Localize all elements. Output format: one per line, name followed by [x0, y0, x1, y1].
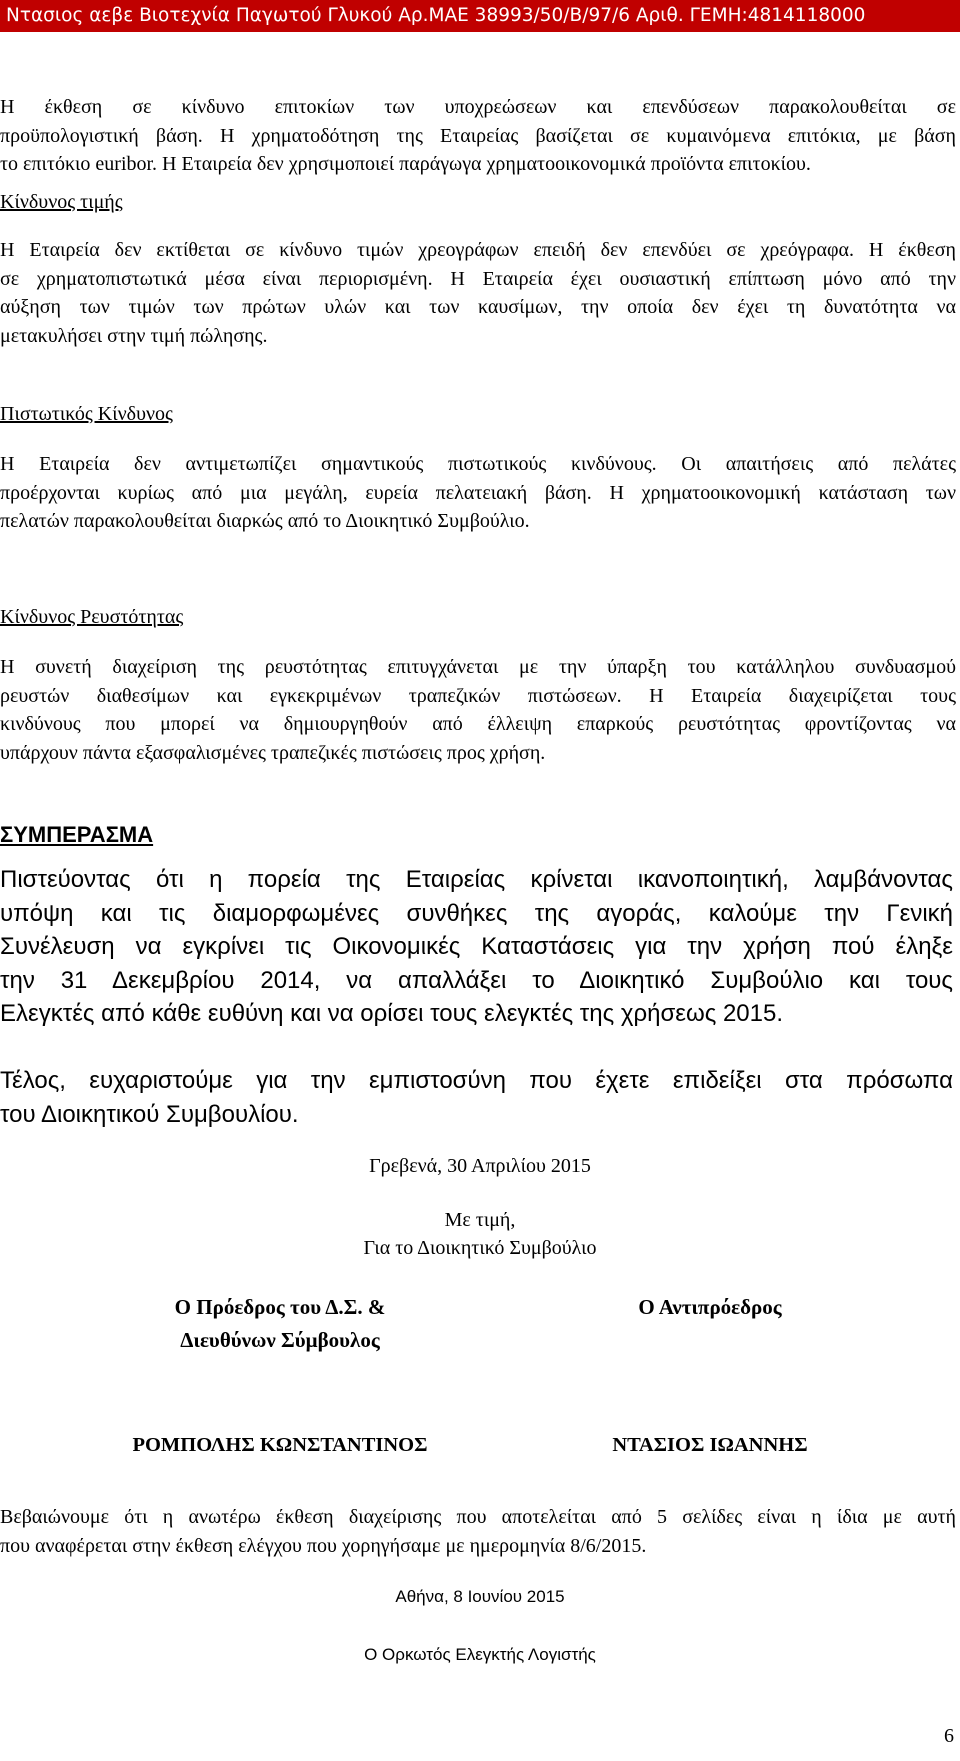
header-company-info: Ντασιος αεβε Βιοτεχνία Παγωτού Γλυκού Αρ.ΜΑΕ 38993/50/Β/97/6 Αριθ. ΓΕΜΗ:4814118000 [6, 5, 866, 26]
paragraph-line: προέρχονται κυρίως από μια μεγάλη, ευρεία πελατειακή βάση. Η χρηματοοικονομική κατάσταση των [0, 481, 956, 504]
liquidity-risk-paragraph [0, 653, 956, 767]
paragraph-line: Η συνετή διαχείριση της ρευστότητας επιτυγχάνεται με την ύπαρξη του κατάλληλου συνδυασμού [0, 656, 956, 678]
price-risk-paragraph [0, 236, 956, 350]
thanks-paragraph [0, 1064, 953, 1131]
paragraph-line: την 31 Δεκεμβρίου 2014, να απαλλάξει το Διοικητικό Συμβούλιο και τους [0, 966, 953, 994]
credit-risk-heading: Πιστωτικός Κίνδυνος [0, 403, 173, 425]
paragraph-line: αύξηση των τιμών των πρώτων υλών και των καυσίμων, την οποία δεν έχει τη δυνατότητα να [0, 296, 956, 318]
president-title-line2: Διευθύνων Σύμβουλος [180, 1328, 380, 1352]
paragraph-line: το επιτόκιο euribor. Η Εταιρεία δεν χρησιμοποιεί παράγωγα χρηματοοικονομικά προϊόντα επιτοκίου. [0, 153, 811, 175]
president-title-line1: Ο Πρόεδρος του Δ.Σ. & [174, 1295, 386, 1319]
certification-place-date: Αθήνα, 8 Ιουνίου 2015 [395, 1587, 565, 1606]
paragraph-line: Συνέλευση να εγκρίνει τις Οικονομικές Καταστάσεις για την χρήση πού έληξε [0, 933, 953, 960]
paragraph-line: υπόψη και τις διαμορφωμένες συνθήκες της αγοράς, καλούμε την Γενική [0, 899, 953, 927]
interest-risk-paragraph [0, 93, 956, 179]
paragraph-line: πελατών παρακολουθείται διαρκώς από το Διοικητικό Συμβούλιο. [0, 510, 530, 532]
paragraph-line: ρευστών διαθεσίμων και εγκεκριμένων τραπεζικών πιστώσεων. Η Εταιρεία διαχειρίζεται τους [0, 684, 956, 707]
certification-paragraph [0, 1503, 956, 1560]
paragraph-line: Η Εταιρεία δεν αντιμετωπίζει σημαντικούς πιστωτικούς κινδύνους. Οι απαιτήσεις από πελάτες [0, 453, 956, 475]
conclusion-title: ΣΥΜΠΕΡΑΣΜΑ [0, 822, 154, 847]
paragraph-line: του Διοικητικού Συμβουλίου. [0, 1100, 299, 1128]
paragraph-line: Βεβαιώνουμε ότι η ανωτέρω έκθεση διαχείρισης που αποτελείται από 5 σελίδες είναι η ίδια με αυτή [0, 1506, 956, 1528]
president-name: ΡΟΜΠΟΛΗΣ ΚΩΝΣΤΑΝΤΙΝΟΣ [132, 1434, 428, 1456]
auditor-title: Ο Ορκωτός Ελεγκτής Λογιστής [364, 1645, 596, 1664]
paragraph-line: μετακυλήσει στην τιμή πώλησης. [0, 324, 268, 347]
paragraph-line: Τέλος, ευχαριστούμε για την εμπιστοσύνη που έχετε επιδείξει στα πρόσωπα [0, 1067, 953, 1094]
page-number: 6 [944, 1725, 954, 1747]
vice-president-name: ΝΤΑΣΙΟΣ ΙΩΑΝΝΗΣ [612, 1434, 808, 1456]
signoff-place-date: Γρεβενά, 30 Απριλίου 2015 [369, 1155, 591, 1177]
signoff-regards: Με τιμή, [444, 1209, 516, 1231]
paragraph-line: που αναφέρεται στην έκθεση ελέγχου που χορηγήσαμε με ημερομηνία 8/6/2015. [0, 1534, 647, 1557]
price-risk-heading: Κίνδυνος τιμής [0, 191, 123, 213]
vice-president-title: Ο Αντιπρόεδρος [638, 1295, 782, 1319]
paragraph-line: σε χρηματοπιστωτικά μέσα είναι περιορισμένη. Η Εταιρεία έχει ουσιαστική επίπτωση μόνο από την [0, 267, 956, 290]
signoff-on-behalf: Για το Διοικητικό Συμβούλιο [363, 1237, 597, 1259]
paragraph-line: Πιστεύοντας ότι η πορεία της Εταιρείας κρίνεται ικανοποιητική, λαμβάνοντας [0, 866, 953, 893]
paragraph-line: κινδύνους που μπορεί να δημιουργηθούν από έλλειψη επαρκούς ρευστότητας φροντίζοντας να [0, 713, 956, 735]
conclusion-paragraph [0, 863, 953, 1031]
credit-risk-paragraph [0, 450, 956, 536]
paragraph-line: Η Εταιρεία δεν εκτίθεται σε κίνδυνο τιμών χρεογράφων επειδή δεν επενδύει σε χρεόγραφα. Η έκθεση [0, 239, 956, 261]
paragraph-line: Ελεγκτές από κάθε ευθύνη και να ορίσει τους ελεγκτές της χρήσεως 2015. [0, 1000, 784, 1027]
header-bar [0, 0, 960, 32]
liquidity-risk-heading: Κίνδυνος Ρευστότητας [0, 606, 184, 628]
paragraph-line: Η έκθεση σε κίνδυνο επιτοκίων των υποχρεώσεων και επενδύσεων παρακολουθείται σε [0, 96, 956, 118]
paragraph-line: υπάρχουν πάντα εξασφαλισμένες τραπεζικές πιστώσεις προς χρήση. [0, 741, 546, 764]
paragraph-line: προϋπολογιστική βάση. Η χρηματοδότηση της Εταιρείας βασίζεται σε κυμαινόμενα επιτόκια, με βάση [0, 124, 956, 147]
